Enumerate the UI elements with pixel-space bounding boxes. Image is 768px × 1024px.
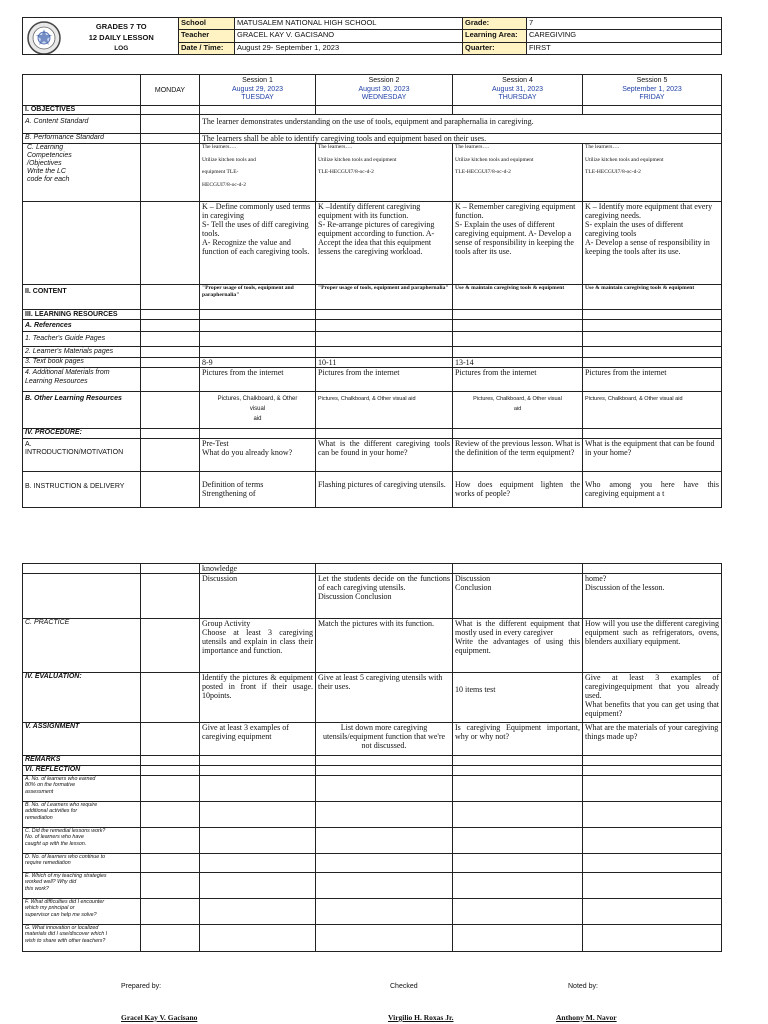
additional-cell: Pictures from the internet [200, 368, 316, 392]
objectives-heading: I. OBJECTIVES [23, 106, 141, 115]
assignment-label: V. ASSIGNMENT [23, 723, 141, 756]
practice-cell: How will you use the different caregiving equipment such as refrigerators, ovens, blenders auxiliary equipment. [583, 619, 722, 673]
ksa-cell: K – Define commonly used terms in caregiving S- Tell the uses of diff caregiving tools. A- Recognize the value and function of each caregiving tools. [200, 202, 316, 285]
instruction-label: B. INSTRUCTION & DELIVERY [23, 472, 141, 508]
quarter-label: Quarter: [463, 42, 527, 54]
session-date: August 31, 2023 [492, 85, 543, 93]
intro-label: A. INTRODUCTION/MOTIVATION [23, 439, 141, 472]
references-label: A. References [23, 320, 141, 332]
session-day: WEDNESDAY [361, 94, 407, 101]
intro-cell: Pre-Test What do you already know? [200, 439, 316, 472]
title-line1: GRADES 7 TO [95, 22, 147, 31]
quarter-value: FIRST [527, 42, 722, 54]
evaluation-cell: Identify the pictures & equipment posted in front if their usage. 10points. [200, 673, 316, 723]
header-table [22, 17, 722, 55]
tb-cell [583, 358, 722, 368]
lesson-table-page1 [22, 74, 722, 508]
other-cell: Pictures, Chalkboard, & Other visual aid [316, 392, 453, 429]
cont-cell [316, 564, 453, 574]
lc-cell: The learners…. Utilize kitchen tools and equipment TLE-HECGUI7/8-oc-d-2 [316, 144, 453, 202]
procedure-heading: IV. PROCEDURE: [23, 429, 141, 439]
school-label: School [179, 18, 235, 30]
blank-cell [23, 75, 141, 106]
tb-cell: 8-9 [200, 358, 316, 368]
grade-label: Grade: [463, 18, 527, 30]
date-label: Date / Time: [179, 42, 235, 54]
session-name: Session 2 [368, 77, 400, 84]
intro-cell: What is the different caregiving tools can be found in your home? [316, 439, 453, 472]
session-5-header [583, 75, 722, 106]
session-day: THURSDAY [498, 94, 537, 101]
evaluation-cell: 10 items test [453, 673, 583, 723]
evaluation-cell: Give at least 5 caregiving utensils with their uses. [316, 673, 453, 723]
reflection-item: C. Did the remedial lessons work? No. of learners who have caught up with the lesson. [23, 828, 141, 854]
cont-cell [453, 564, 583, 574]
reflection-item: F. What difficulties did I encounter which my principal or supervisor can help me solve? [23, 899, 141, 925]
instruction-cell: How does equipment lighten the works of people? [453, 472, 583, 508]
reflection-item: E. Which of my teaching strategies worked well? Why did this work? [23, 873, 141, 899]
other-resources-label: B. Other Learning Resources [23, 392, 141, 429]
additional-cell: Pictures from the internet [316, 368, 453, 392]
practice-cell: What is the different equipment that mostly used in every caregiver Write the advantages of using this equipment. [453, 619, 583, 673]
additional-cell: Pictures from the internet [453, 368, 583, 392]
content-heading: II. CONTENT [23, 285, 141, 310]
noted-name: Anthony M. Navor [556, 1013, 617, 1022]
session-2-header [316, 75, 453, 106]
reflection-item: A. No. of learners who earned 80% on the formative assessment [23, 776, 141, 802]
cont-cell: Discussion [200, 574, 316, 619]
session-date: August 30, 2023 [358, 85, 410, 93]
reflection-item: D. No. of learners who continue to require remediation [23, 854, 141, 873]
practice-cell: Group Activity Choose at least 3 caregiving utensils and explain in class their importance and function. [200, 619, 316, 673]
instruction-cell: Definition of terms Strengthening of [200, 472, 316, 508]
cont-cell [583, 564, 722, 574]
cont-cell: Let the students decide on the functions of each caregiving utensils. Discussion Conclusion [316, 574, 453, 619]
learning-area-value: CAREGIVING [527, 30, 722, 42]
session-1-header [200, 75, 316, 106]
date-value: August 29- September 1, 2023 [235, 42, 463, 54]
reflection-label: VI. REFLECTION [23, 766, 141, 776]
reflection-item: B. No. of Learners who require additional activities for remediation [23, 802, 141, 828]
session-name: Session 4 [502, 77, 533, 84]
other-cell: Pictures, Chalkboard, & Other visual aid [453, 392, 583, 429]
cont-cell: knowledge [200, 564, 316, 574]
assignment-cell: Is caregiving Equipment important, why or why not? [453, 723, 583, 756]
tg-label: 1. Teacher's Guide Pages [23, 332, 141, 347]
session-day: TUESDAY [241, 94, 274, 101]
assignment-cell: Give at least 3 examples of caregiving equipment [200, 723, 316, 756]
lc-label: C. Learning Competencies /Objectives Write the LC code for each [23, 144, 141, 202]
other-cell: Pictures, Chalkboard, & Other visual aid [200, 392, 316, 429]
seal-icon [26, 20, 62, 55]
reflection-item: G. What innovation or localized materials did I use/discover which I wish to share with other teachers? [23, 925, 141, 952]
monday-label: MONDAY [141, 75, 200, 106]
session-day: FRIDAY [639, 94, 665, 101]
noted-label: Noted by: [568, 983, 598, 990]
ksa-cell: K – Remember caregiving equipment function. S- Explain the uses of different caregiving equipment. A- Develop a sense of responsibility in keeping the tools after its use. [453, 202, 583, 285]
performance-standard-text: The learners shall be able to identify caregiving tools and equipment based on their uses. [200, 134, 722, 144]
prepared-name: Gracel Kay V. Gacisano [121, 1013, 198, 1022]
learning-area-label: Learning Area: [463, 30, 527, 42]
assignment-cell: What are the materials of your caregiving things made up? [583, 723, 722, 756]
resources-heading: III. LEARNING RESOURCES [23, 310, 141, 320]
checked-label: Checked [390, 983, 418, 990]
ksa-cell: K – Identify more equipment that every caregiving needs. S- explain the uses of different caregiving tools A- Develop a sense of responsibility in keeping the tools after its use. [583, 202, 722, 285]
content-cell: "Proper usage of tools, equipment and paraphernalia" [200, 285, 316, 310]
content-cell: Use & maintain caregiving tools & equipment [583, 285, 722, 310]
lc-cell: The learners…. Utilize kitchen tools and equipment TLE-HECGUI7/8-oc-d-2 [453, 144, 583, 202]
practice-label: C. PRACTICE [23, 619, 141, 673]
instruction-cell: Who among you here have this caregiving equipment a t [583, 472, 722, 508]
content-standard-text: The learner demonstrates understanding on the use of tools, equipment and paraphernalia in caregiving. [200, 115, 722, 134]
title-line3: LOG [114, 45, 129, 52]
session-name: Session 1 [242, 77, 273, 84]
session-date: September 1, 2023 [622, 85, 682, 93]
tb-cell: 10-11 [316, 358, 453, 368]
session-date: August 29, 2023 [232, 85, 283, 93]
remarks-label: REMARKS [23, 756, 141, 766]
ksa-cell: K –Identify different caregiving equipment with its function. S- Re-arrange pictures of caregiving equipment according to function. A- Accept the idea that this equipment lessens the caregiving workload. [316, 202, 453, 285]
teacher-value: GRACEL KAY V. GACISANO [235, 30, 463, 42]
grade-value: 7 [527, 18, 722, 30]
practice-cell: Match the pictures with its function. [316, 619, 453, 673]
content-cell: "Proper usage of tools, equipment and paraphernalia" [316, 285, 453, 310]
content-standard-label: A. Content Standard [23, 115, 141, 134]
tb-label: 3. Text book pages [23, 358, 141, 368]
evaluation-label: IV. EVALUATION: [23, 673, 141, 723]
lc-cell: The learners…. Utilize kitchen tools and equipment TLE- HECGUI7/8-oc-d-2 [200, 144, 316, 202]
page-title [65, 18, 179, 55]
checked-name: Virgilio H. Roxas Jr. [388, 1013, 454, 1022]
lm-label: 2. Learner's Materials pages [23, 347, 141, 358]
session-name: Session 5 [636, 77, 668, 84]
evaluation-cell: Give at least 3 examples of caregivingequipment that you already used. What benefits that you can get using that equipment? [583, 673, 722, 723]
cont-cell: Discussion Conclusion [453, 574, 583, 619]
tb-cell: 13-14 [453, 358, 583, 368]
title-line2: 12 DAILY LESSON [88, 33, 154, 42]
intro-cell: What is the equipment that can be found in your home? [583, 439, 722, 472]
performance-standard-label: B. Performance Standard [23, 134, 141, 144]
assignment-cell: List down more caregiving utensils/equipment function that we're not discussed. [316, 723, 453, 756]
cont-cell: home? Discussion of the lesson. [583, 574, 722, 619]
session-4-header [453, 75, 583, 106]
additional-materials-label: 4. Additional Materials from Learning Resources [23, 368, 141, 392]
lesson-table-page2 [22, 563, 722, 952]
deped-logo [23, 18, 65, 55]
school-value: MATUSALEM NATIONAL HIGH SCHOOL [235, 18, 463, 30]
instruction-cell: Flashing pictures of caregiving utensils. [316, 472, 453, 508]
additional-cell: Pictures from the internet [583, 368, 722, 392]
other-cell: Pictures, Chalkboard, & Other visual aid [583, 392, 722, 429]
teacher-label: Teacher [179, 30, 235, 42]
intro-cell: Review of the previous lesson. What is the definition of the term equipment? [453, 439, 583, 472]
lc-cell: The learners…. Utilize kitchen tools and equipment TLE-HECGUI7/8-oc-d-2 [583, 144, 722, 202]
prepared-label: Prepared by: [121, 983, 162, 990]
content-cell: Use & maintain caregiving tools & equipment [453, 285, 583, 310]
